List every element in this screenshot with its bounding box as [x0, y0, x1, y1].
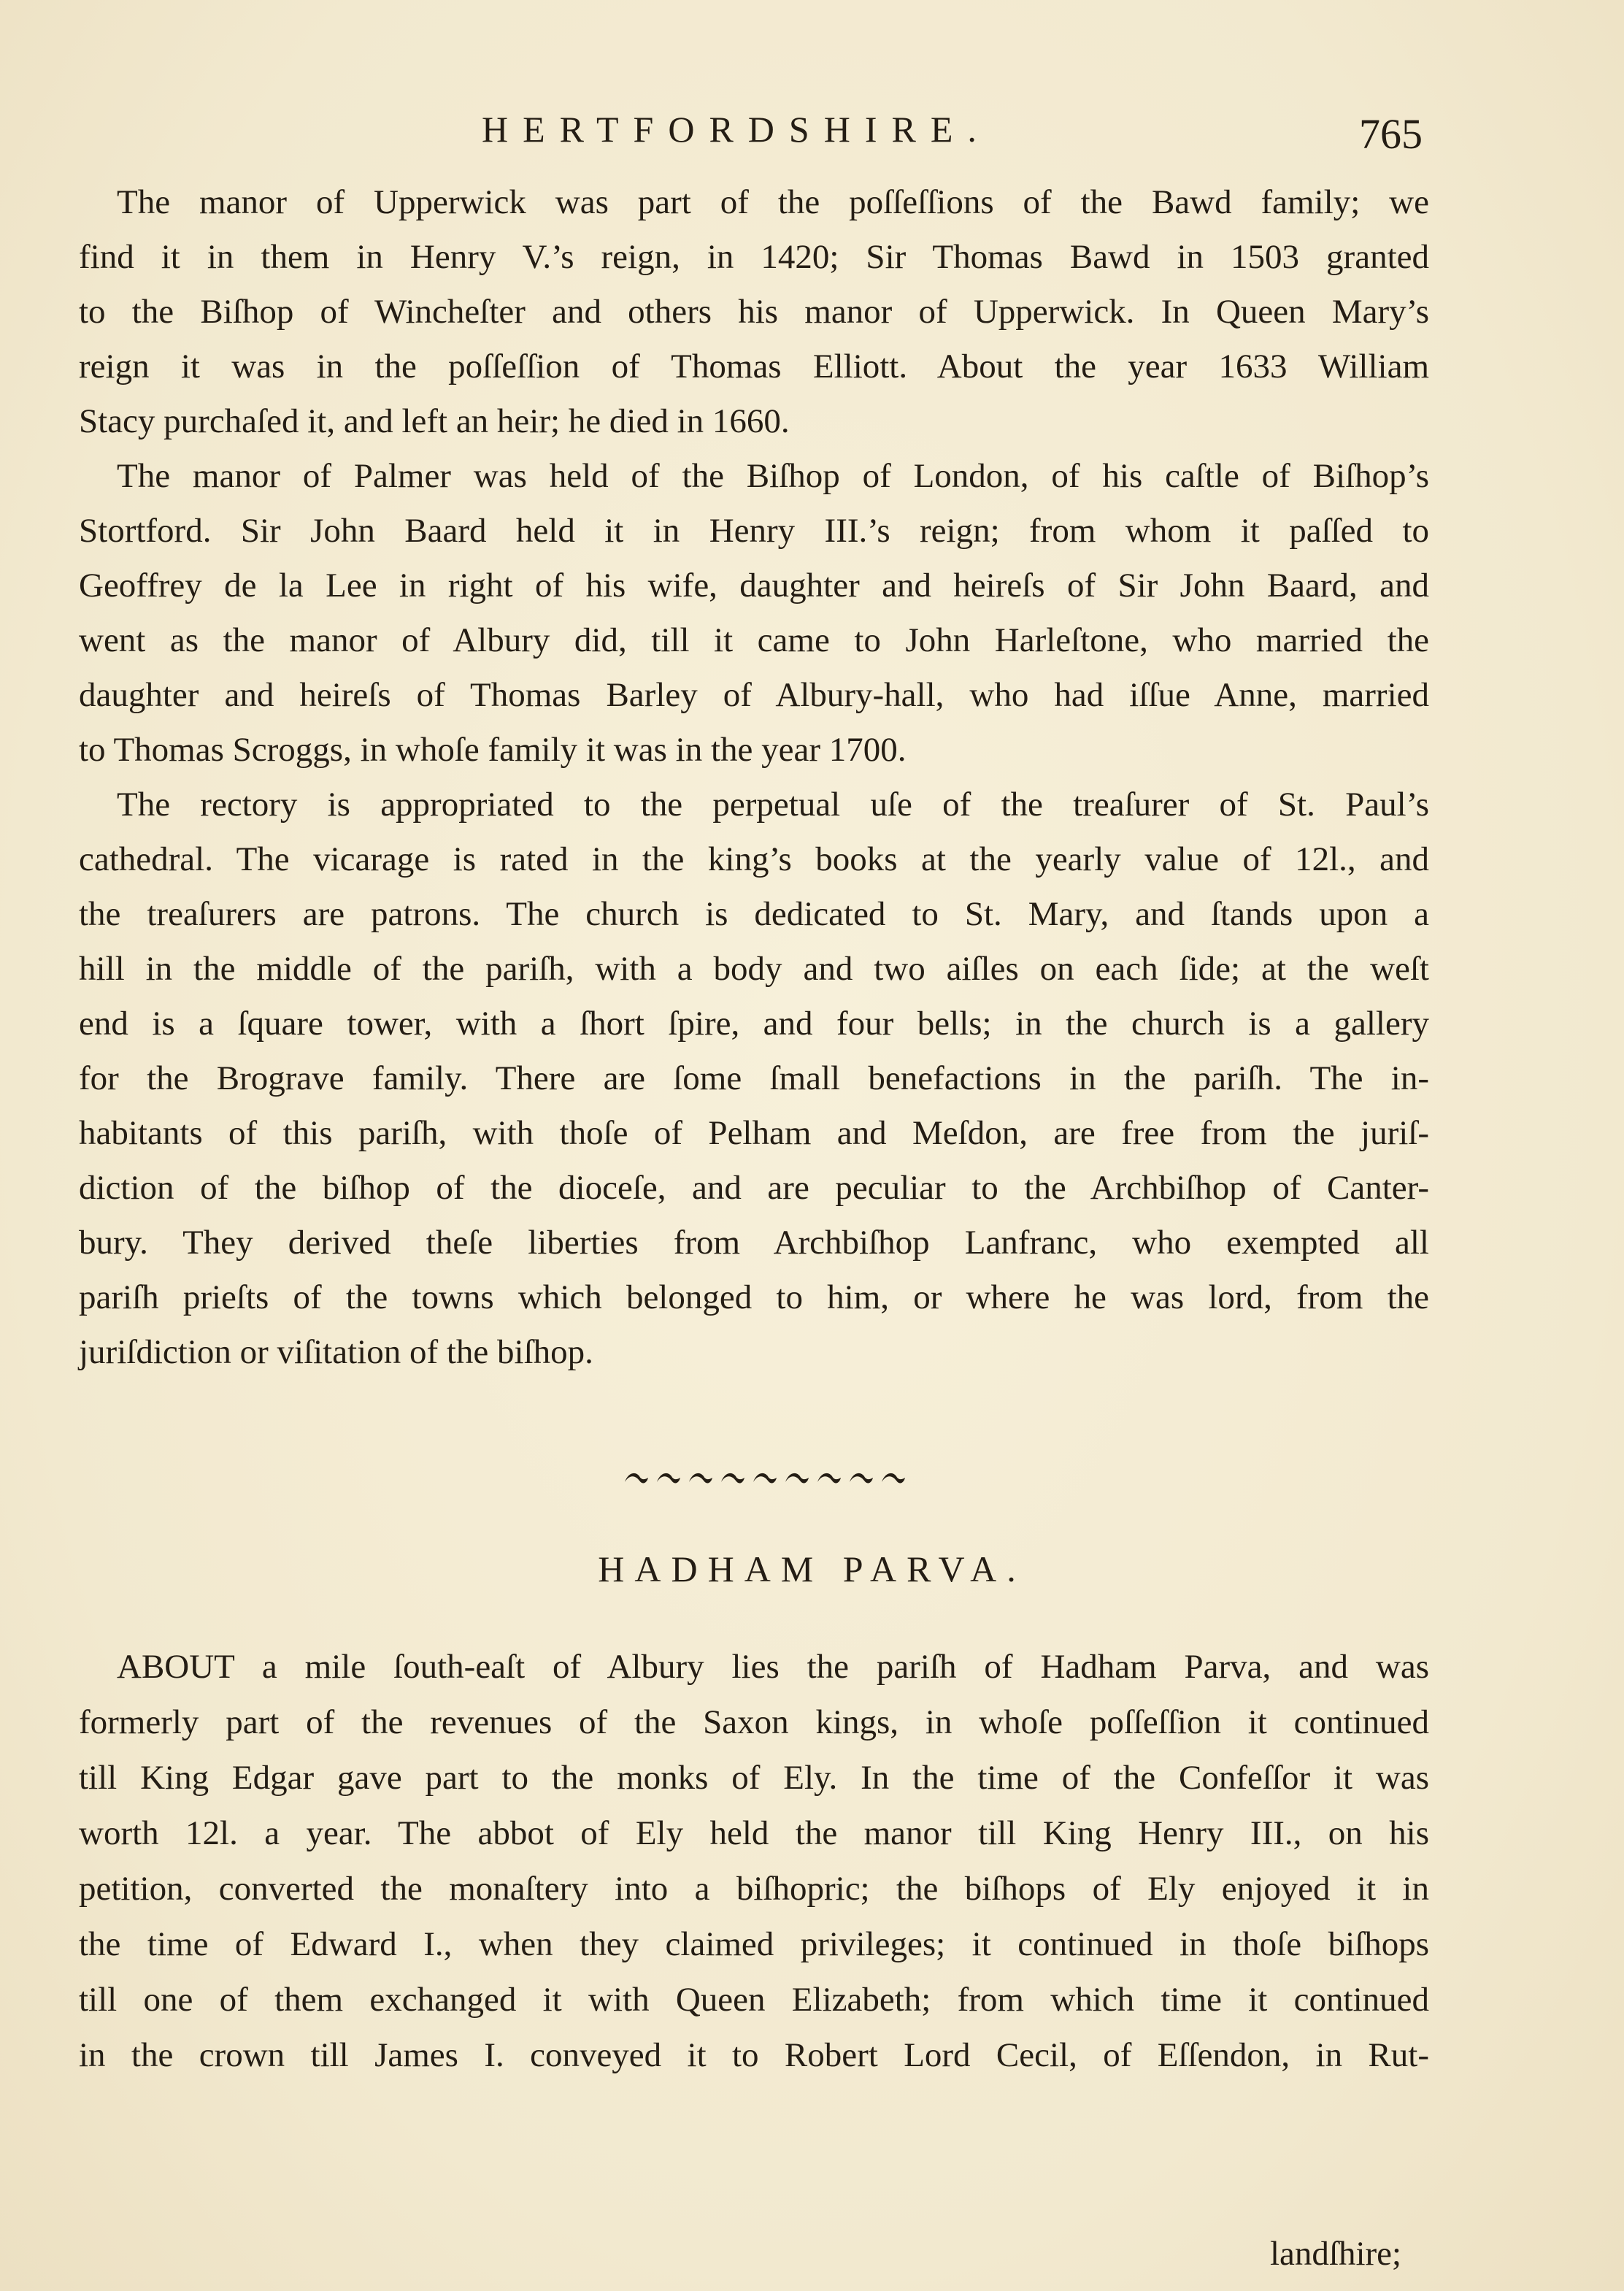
paragraph-upperwick: [79, 175, 1429, 449]
main-text: [79, 175, 1429, 1380]
text-line: The rectory is appropriated to the perpetual uſe of the treaſurer of St. Paul’s: [117, 786, 1429, 824]
text-line: Stortford. Sir John Baard held it in Henry III.’s reign; from whom it paſſed to: [79, 512, 1429, 550]
paragraph-hadham-parva: [79, 1639, 1429, 2083]
text-line: pariſh prieſts of the towns which belonged to him, or where he was lord, from the: [79, 1278, 1429, 1316]
running-head: HERTFORDSHIRE.: [482, 109, 991, 150]
text-line: to the Biſhop of Wincheſter and others his manor of Upperwick. In Queen Mary’s: [79, 293, 1429, 331]
paragraph-palmer: [79, 449, 1429, 778]
text-line: habitants of this pariſh, with thoſe of Pelham and Meſdon, are free from the juriſ-: [79, 1114, 1429, 1152]
text-line: till one of them exchanged it with Queen Elizabeth; from which time it continued: [79, 1981, 1429, 2019]
text-line: went as the manor of Albury did, till it came to John Harleſtone, who married the: [79, 621, 1429, 659]
text-line: find it in them in Henry V.’s reign, in 1420; Sir Thomas Bawd in 1503 granted: [79, 238, 1429, 276]
text-line: reign it was in the poſſeſſion of Thomas Elliott. About the year 1633 William: [79, 348, 1429, 385]
text-line: Geoffrey de la Lee in right of his wife, daughter and heireſs of Sir John Baard, and: [79, 567, 1429, 605]
text-line: Stacy purchaſed it, and left an heir; he died in 1660.: [79, 402, 790, 440]
paragraph-rectory: [79, 778, 1429, 1380]
text-line: The manor of Palmer was held of the Biſhop of London, of his caſtle of Biſhop’s: [117, 457, 1429, 495]
section-text: [79, 1639, 1429, 2083]
text-line: ABOUT a mile ſouth-eaſt of Albury lies the pariſh of Hadham Parva, and was: [117, 1648, 1429, 1686]
text-line: formerly part of the revenues of the Saxon kings, in whoſe poſſeſſion it continued: [79, 1703, 1429, 1741]
text-line: cathedral. The vicarage is rated in the king’s books at the yearly value of 12l., and: [79, 840, 1429, 878]
text-line: juriſdiction or viſitation of the biſhop.: [79, 1333, 593, 1371]
catchword: landſhire;: [1270, 2235, 1402, 2273]
text-line: hill in the middle of the pariſh, with a body and two aiſles on each ſide; at the weſt: [79, 950, 1429, 988]
text-line: The manor of Upperwick was part of the poſſeſſions of the Bawd family; we: [117, 183, 1429, 221]
text-line: diction of the biſhop of the dioceſe, and are peculiar to the Archbiſhop of Canter-: [79, 1169, 1429, 1207]
text-line: for the Brograve family. There are ſome ſmall benefactions in the pariſh. The in-: [79, 1059, 1429, 1097]
text-line: bury. They derived theſe liberties from Archbiſhop Lanfranc, who exempted all: [79, 1224, 1429, 1262]
text-line: daughter and heireſs of Thomas Barley of Albury-hall, who had iſſue Anne, married: [79, 676, 1429, 714]
text-line: end is a ſquare tower, with a ſhort ſpire, and four bells; in the church is a gallery: [79, 1005, 1429, 1043]
section-divider-ornament: [620, 1462, 912, 1491]
text-line: the treaſurers are patrons. The church is dedicated to St. Mary, and ſtands upon a: [79, 895, 1429, 933]
text-line: till King Edgar gave part to the monks of Ely. In the time of the Confeſſor it was: [79, 1759, 1429, 1797]
text-line: in the crown till James I. conveyed it to Robert Lord Cecil, of Eſſendon, in Rut-: [79, 2036, 1429, 2074]
text-line: petition, converted the monaſtery into a biſhopric; the biſhops of Ely enjoyed it in: [79, 1870, 1429, 1908]
section-heading: HADHAM PARVA.: [598, 1549, 1026, 1589]
text-line: to Thomas Scroggs, in whoſe family it was in the year 1700.: [79, 731, 907, 769]
text-line: worth 12l. a year. The abbot of Ely held the manor till King Henry III., on his: [79, 1814, 1429, 1852]
page-number: 765: [1359, 110, 1423, 158]
text-line: the time of Edward I., when they claimed privileges; it continued in thoſe biſhops: [79, 1925, 1429, 1963]
